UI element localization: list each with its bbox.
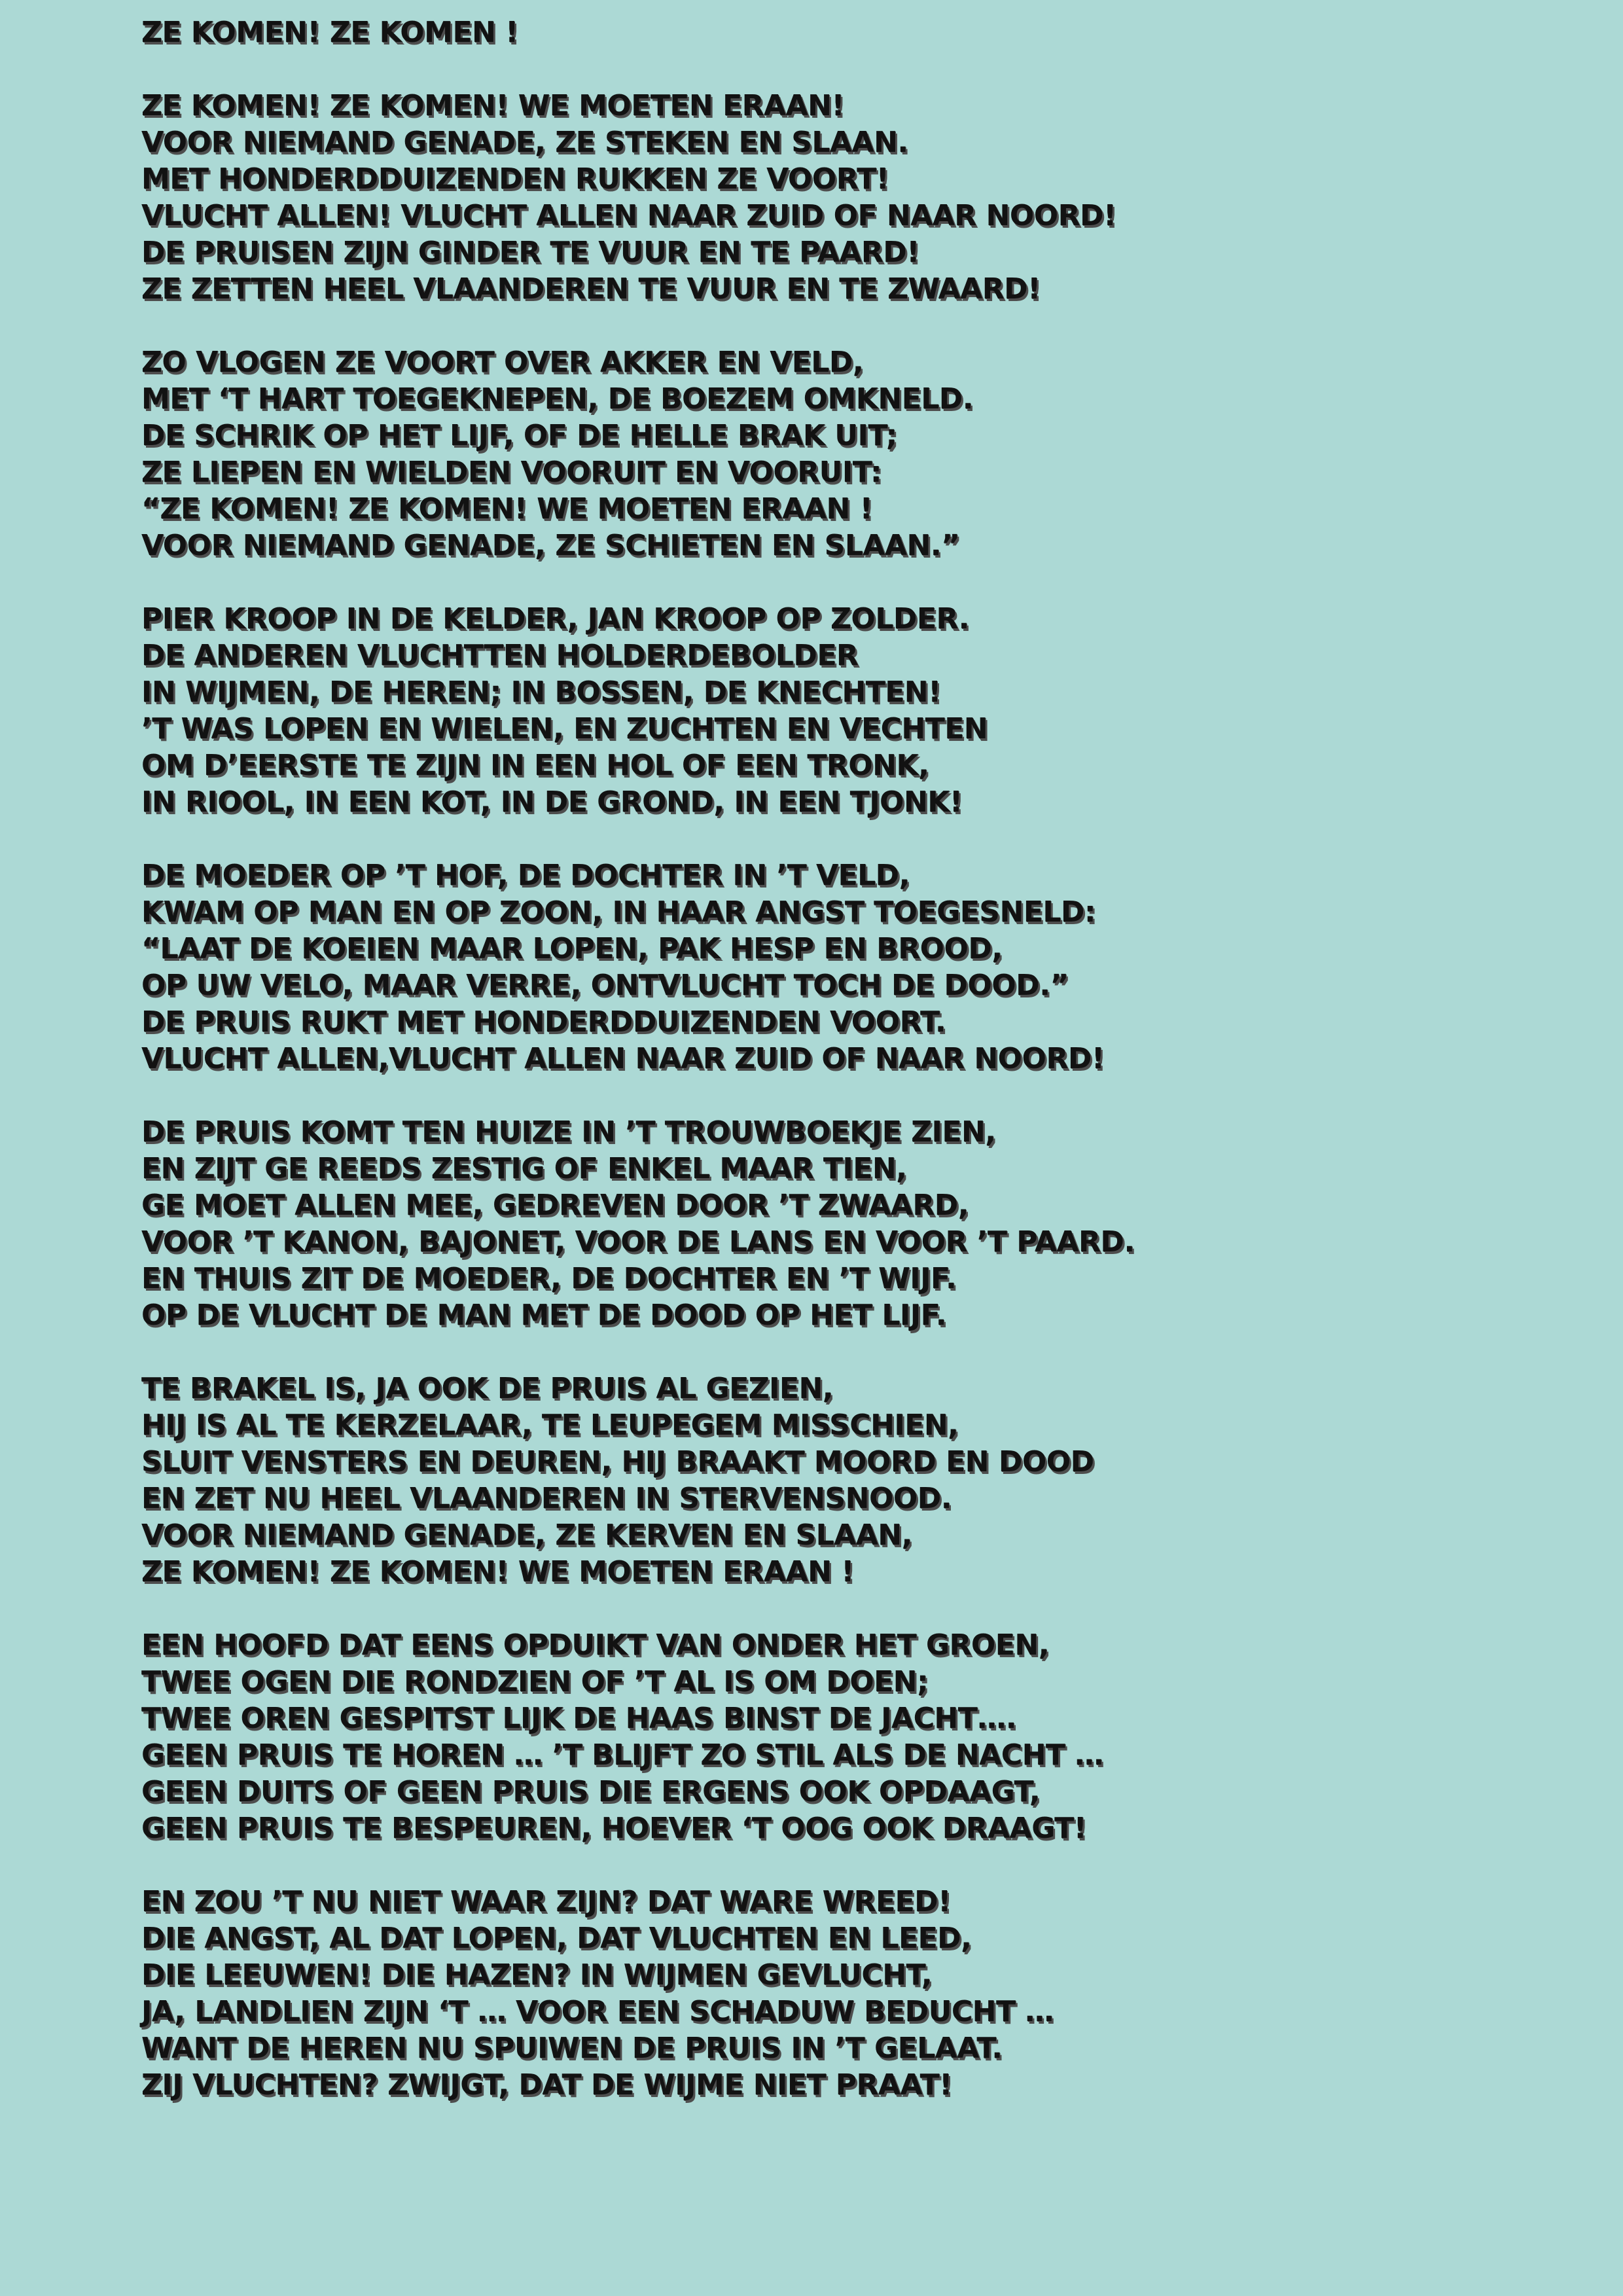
poem-line: DE PRUIS RUKT MET HONDERDDUIZENDEN VOORT. (141, 1005, 946, 1039)
poem-line: VOOR ’T KANON, BAJONET, VOOR DE LANS EN VOOR ’T PAARD. (141, 1225, 1135, 1259)
poem-line: EN ZOU ’T NU NIET WAAR ZIJN? DAT WARE WREED! (141, 1885, 951, 1918)
poem-line: ZE ZETTEN HEEL VLAANDEREN TE VUUR EN TE ZWAARD! (141, 272, 1041, 306)
poem-line: MET HONDERDDUIZENDEN RUKKEN ZE VOORT! (141, 162, 889, 196)
poem-line: EN ZET NU HEEL VLAANDEREN IN STERVENSNOOD. (141, 1482, 952, 1515)
poem-line: GEEN DUITS OF GEEN PRUIS DIE ERGENS OOK OPDAAGT, (141, 1775, 1040, 1808)
stanza-1 (141, 88, 1581, 308)
poem-line: VLUCHT ALLEN! VLUCHT ALLEN NAAR ZUID OF NAAR NOORD! (141, 199, 1116, 232)
poem-line: ZE KOMEN! ZE KOMEN! WE MOETEN ERAAN ! (141, 1555, 854, 1588)
poem-line: GEEN PRUIS TE HOREN … ’T BLIJFT ZO STIL ALS DE NACHT … (141, 1738, 1103, 1772)
poem-line: GE MOET ALLEN MEE, GEDREVEN DOOR ’T ZWAARD, (141, 1189, 969, 1222)
poem-line: “LAAT DE KOEIEN MAAR LOPEN, PAK HESP EN BROOD, (141, 932, 1003, 965)
stanza-4 (141, 857, 1581, 1077)
poem-body (141, 88, 1581, 2104)
poem-line: ZO VLOGEN ZE VOORT OVER AKKER EN VELD, (141, 346, 864, 379)
poem-line: “ZE KOMEN! ZE KOMEN! WE MOETEN ERAAN ! (141, 492, 873, 526)
poem-line: TWEE OGEN DIE RONDZIEN OF ’T AL IS OM DOEN; (141, 1665, 929, 1698)
poem-line: VOOR NIEMAND GENADE, ZE STEKEN EN SLAAN. (141, 126, 908, 159)
poem-line: WANT DE HEREN NU SPUIWEN DE PRUIS IN ’T GELAAT. (141, 2032, 1003, 2065)
poem-line: EN ZIJT GE REEDS ZESTIG OF ENKEL MAAR TIEN, (141, 1152, 907, 1185)
poem-line: DIE ANGST, AL DAT LOPEN, DAT VLUCHTEN EN LEED, (141, 1922, 972, 1955)
poem-line: JA, LANDLIEN ZIJN ‘T … VOOR EEN SCHADUW BEDUCHT … (141, 1995, 1054, 2028)
poem-line: OP UW VELO, MAAR VERRE, ONTVLUCHT TOCH DE DOOD.” (141, 969, 1069, 1002)
poem-line: OP DE VLUCHT DE MAN MET DE DOOD OP HET LIJF. (141, 1299, 946, 1332)
poem-line: GEEN PRUIS TE BESPEUREN, HOEVER ‘T OOG OOK DRAAGT! (141, 1812, 1087, 1845)
poem-line: ZIJ VLUCHTEN? ZWIJGT, DAT DE WIJME NIET PRAAT! (141, 2068, 952, 2102)
stanza-6 (141, 1371, 1581, 1590)
poem-line: KWAM OP MAN EN OP ZOON, IN HAAR ANGST TOEGESNELD: (141, 895, 1096, 929)
poem-line: VOOR NIEMAND GENADE, ZE KERVEN EN SLAAN, (141, 1518, 912, 1552)
poem-line: DE PRUISEN ZIJN GINDER TE VUUR EN TE PAARD! (141, 236, 919, 269)
poem-line: ZE KOMEN! ZE KOMEN! WE MOETEN ERAAN! (141, 89, 845, 122)
poem-line: VLUCHT ALLEN,VLUCHT ALLEN NAAR ZUID OF NAAR NOORD! (141, 1042, 1105, 1075)
poem-line: OM D’EERSTE TE ZIJN IN EEN HOL OF EEN TRONK, (141, 749, 929, 782)
poem-line: MET ‘T HART TOEGEKNEPEN, DE BOEZEM OMKNELD. (141, 382, 974, 416)
poem-page (141, 14, 1581, 2104)
stanza-7 (141, 1627, 1581, 1847)
poem-line: EEN HOOFD DAT EENS OPDUIKT VAN ONDER HET GROEN, (141, 1628, 1049, 1662)
poem-line: EN THUIS ZIT DE MOEDER, DE DOCHTER EN ’T WIJF. (141, 1262, 957, 1295)
poem-line: ZE LIEPEN EN WIELDEN VOORUIT EN VOORUIT: (141, 456, 882, 489)
poem-line: SLUIT VENSTERS EN DEUREN, HIJ BRAAKT MOORD EN DOOD (141, 1445, 1094, 1479)
poem-line: DE PRUIS KOMT TEN HUIZE IN ’T TROUWBOEKJE ZIEN, (141, 1115, 996, 1149)
poem-title: ZE KOMEN! ZE KOMEN ! (141, 16, 518, 49)
poem-line: ’T WAS LOPEN EN WIELEN, EN ZUCHTEN EN VECHTEN (141, 712, 988, 745)
poem-line: HIJ IS AL TE KERZELAAR, TE LEUPEGEM MISSCHIEN, (141, 1408, 959, 1442)
poem-line: VOOR NIEMAND GENADE, ZE SCHIETEN EN SLAAN.” (141, 529, 960, 562)
poem-line: TWEE OREN GESPITST LIJK DE HAAS BINST DE JACHT…. (141, 1702, 1016, 1735)
poem-line: DE ANDEREN VLUCHTTEN HOLDERDEBOLDER (141, 639, 859, 672)
poem-line: DIE LEEUWEN! DIE HAZEN? IN WIJMEN GEVLUCHT, (141, 1958, 932, 1992)
stanza-5 (141, 1114, 1581, 1334)
poem-line: DE SCHRIK OP HET LIJF, OF DE HELLE BRAK UIT; (141, 419, 897, 452)
stanza-3 (141, 601, 1581, 821)
poem-line: TE BRAKEL IS, JA OOK DE PRUIS AL GEZIEN, (141, 1372, 834, 1405)
poem-line: IN WIJMEN, DE HEREN; IN BOSSEN, DE KNECHTEN! (141, 675, 941, 709)
poem-line: PIER KROOP IN DE KELDER, JAN KROOP OP ZOLDER. (141, 602, 969, 636)
poem-line: IN RIOOL, IN EEN KOT, IN DE GROND, IN EEN TJONK! (141, 785, 963, 819)
stanza-8 (141, 1884, 1581, 2104)
stanza-2 (141, 344, 1581, 564)
poem-line: DE MOEDER OP ’T HOF, DE DOCHTER IN ’T VELD, (141, 859, 910, 892)
